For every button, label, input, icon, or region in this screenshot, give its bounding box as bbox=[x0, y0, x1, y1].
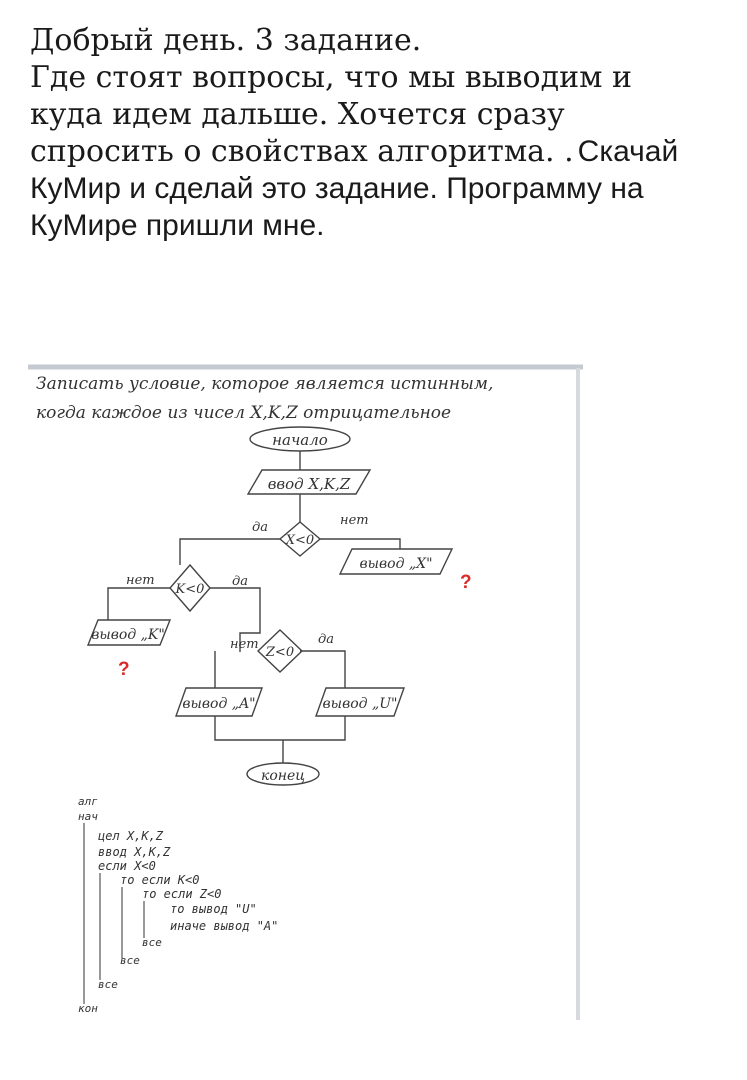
code-line-7: то если Z<0 bbox=[142, 887, 222, 901]
code-line-1: алг bbox=[78, 795, 98, 808]
code-line-13: кон bbox=[78, 1002, 98, 1015]
condition-z-label: Z<0 bbox=[265, 645, 295, 660]
message-line-4-sans: Скачай bbox=[577, 135, 679, 168]
code-line-12: все bbox=[98, 978, 118, 991]
task-line-1: Записать условие, которое является истинным, bbox=[36, 374, 494, 394]
scan-paper bbox=[28, 366, 583, 1020]
code-line-8: то вывод "U" bbox=[170, 902, 257, 916]
code-line-10: все bbox=[142, 936, 162, 949]
message-line-4 bbox=[30, 133, 730, 170]
task-line-2: когда каждое из чисел X,K,Z отрицательное bbox=[36, 403, 452, 423]
code-line-9: иначе вывод "A" bbox=[170, 919, 279, 933]
message-line-4-serif: спросить о свойствах алгоритма. . bbox=[30, 134, 574, 169]
condition-k-label: K<0 bbox=[175, 582, 205, 597]
input-label: ввод X,K,Z bbox=[267, 475, 351, 493]
start-label: начало bbox=[272, 431, 328, 449]
message-text bbox=[30, 22, 730, 244]
code-line-4: ввод X,K,Z bbox=[98, 845, 171, 859]
output-k-label: вывод „K" bbox=[91, 627, 165, 643]
condition-x-label: X<0 bbox=[285, 533, 315, 548]
code-line-2: нач bbox=[78, 810, 98, 823]
code-line-5: если X<0 bbox=[98, 859, 156, 873]
flowchart-scan bbox=[0, 340, 747, 1030]
condition-x-no: нет bbox=[340, 513, 369, 528]
message-line-5: КуМир и сделай это задание. Программу на bbox=[30, 172, 644, 205]
output-x-label: вывод „X" bbox=[359, 556, 433, 572]
condition-z-no: нет bbox=[230, 637, 259, 652]
output-u-label: вывод „U" bbox=[322, 696, 398, 712]
message-line-2: Где стоят вопросы, что мы выводим и bbox=[30, 60, 632, 95]
end-label: конец bbox=[260, 768, 306, 784]
code-line-11: все bbox=[120, 954, 140, 967]
condition-z-yes: да bbox=[318, 632, 334, 647]
message-line-3: куда идем дальше. Хочется сразу bbox=[30, 97, 565, 132]
question-mark-1: ? bbox=[460, 572, 472, 593]
condition-k-no: нет bbox=[126, 573, 155, 588]
question-mark-2: ? bbox=[118, 659, 130, 680]
message-line-6: КуМире пришли мне. bbox=[30, 209, 325, 242]
condition-k-yes: да bbox=[232, 574, 248, 589]
condition-x-yes: да bbox=[252, 520, 268, 535]
output-a-label: вывод „A" bbox=[182, 696, 256, 712]
code-line-6: то если K<0 bbox=[120, 873, 200, 887]
code-line-3: цел X,K,Z bbox=[98, 829, 164, 843]
message-line-1: Добрый день. 3 задание. bbox=[30, 23, 422, 58]
